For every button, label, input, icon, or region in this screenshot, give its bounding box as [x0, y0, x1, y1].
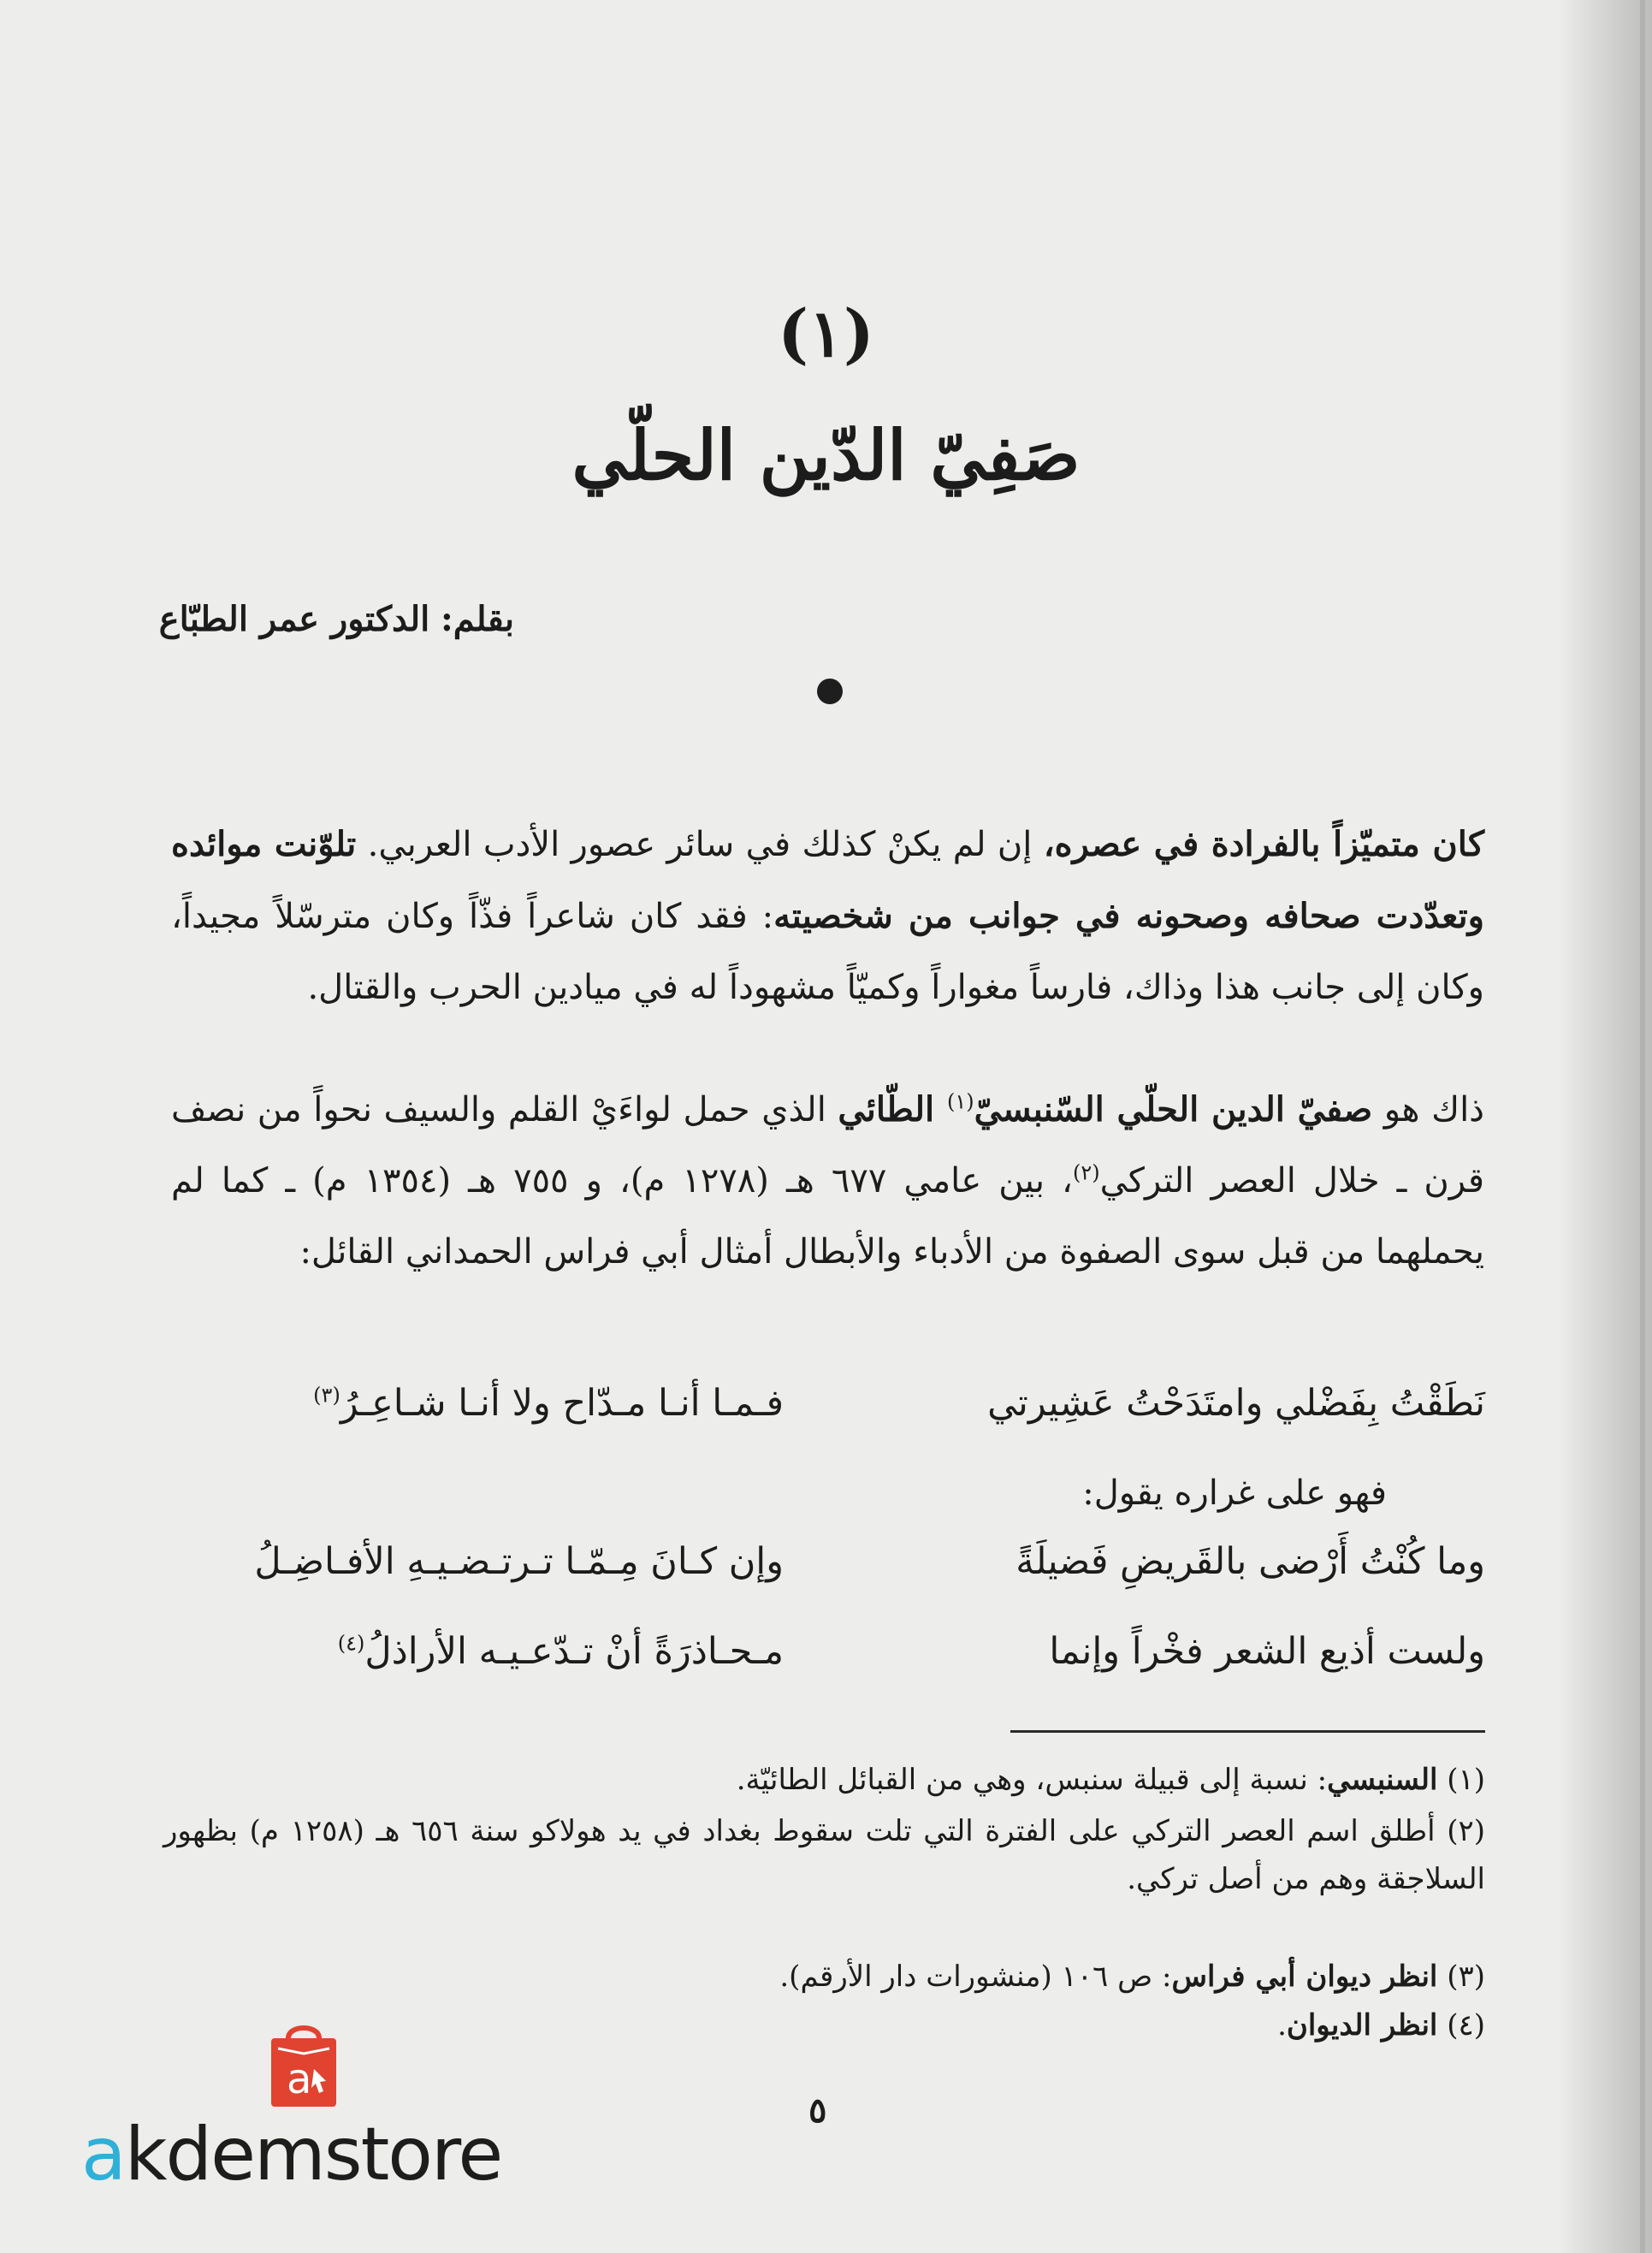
footnote-4-text: .	[1277, 2008, 1287, 2043]
paragraph-2-bold-2: الطّائي	[838, 1089, 947, 1129]
verse-1-hemistich-2-text: فـمـا أنـا مـدّاح ولا أنـا شـاعِـرُ	[340, 1382, 784, 1425]
verse-2-hemistich-2: وإن كـانَ مِـمّـا تـرتـضـيـهِ الأفـاضِـلُ	[254, 1540, 784, 1583]
verse-2-hemistich-1: وما كُنْتُ أَرْضى بالقَريضِ فَضيلَةً	[1015, 1540, 1485, 1583]
verse-intro: فهو على غراره يقول:	[1082, 1473, 1387, 1513]
paragraph-1	[171, 809, 1484, 1023]
page-number: ٥	[808, 2090, 827, 2131]
footnote-divider	[1010, 1730, 1485, 1733]
store-watermark-text	[81, 2112, 501, 2197]
verse-3-hemistich-2-text: مـحـاذرَةً أنْ تـدّعـيـه الأراذلُ	[364, 1630, 784, 1673]
verse-1-hemistich-2	[313, 1382, 784, 1425]
store-watermark-logo	[81, 2019, 526, 2225]
footnote-ref-4[interactable]: (٤)	[337, 1631, 365, 1656]
verse-3-hemistich-1: ولست أذيع الشعر فخْراً وإنما	[1049, 1630, 1485, 1673]
footnote-1-text: : نسبة إلى قبيلة سنبس، وهي من القبائل الطائيّة.	[736, 1763, 1328, 1797]
footnote-1-bold: السنبسي	[1327, 1763, 1438, 1797]
paragraph-1-bold-1: كان متميّزاً بالفرادة في عصره،	[1043, 824, 1484, 864]
byline-label: بقلم:	[441, 599, 514, 639]
footnote-ref-1[interactable]: (١)	[946, 1089, 974, 1114]
paragraph-1-text-1: إن لم يكنْ كذلك في سائر عصور الأدب العربي.	[356, 825, 1044, 864]
footnote-1	[163, 1756, 1485, 1804]
svg-text:a: a	[287, 2055, 312, 2103]
store-watermark-rest: kdemstore	[124, 2112, 502, 2197]
footnote-4-bold: انظر الديوان	[1286, 2008, 1438, 2043]
store-watermark-accent: a	[81, 2112, 125, 2197]
chapter-title: صَفِيّ الدّين الحلّي	[571, 415, 1081, 495]
footnote-4-number: (٤)	[1447, 2008, 1485, 2043]
footnote-3-bold: انظر ديوان أبي فراس	[1171, 1960, 1438, 1994]
paragraph-1-bold-2: تلوّنت موائده وتعدّدت صحافه وصحونه في جوانب من شخصيته	[171, 824, 1484, 936]
paragraph-1-text-2: : فقد كان شاعراً فذّاً وكان مترسّلاً مجيداً، وكان إلى جانب هذا وذاك، فارساً مغواراً وكميّاً مشهوداً له في ميادين الحرب والقتال.	[171, 897, 1484, 1007]
paragraph-2	[171, 1074, 1484, 1288]
paragraph-2-text-1: ذاك هو	[1372, 1090, 1484, 1129]
footnote-ref-2[interactable]: (٢)	[1072, 1160, 1100, 1185]
footnote-ref-3[interactable]: (٣)	[313, 1383, 340, 1408]
footnote-2-text: أطلق اسم العصر التركي على الفترة التي تلت سقوط بغداد في يد هولاكو سنة ٦٥٦ هـ (١٢٥٨ م) بظهور السلاجقة وهم من أصل تركي.	[163, 1814, 1485, 1896]
footnote-3	[163, 1953, 1485, 2001]
paragraph-2-bold-1: صفيّ الدين الحلّي السّنبسيّ	[974, 1089, 1373, 1129]
book-bag-icon	[252, 2019, 355, 2114]
verse-3-hemistich-2	[338, 1630, 784, 1673]
chapter-number: (١)	[778, 295, 874, 371]
footnote-1-number: (١)	[1447, 1763, 1485, 1797]
paragraph-2-text-3: ، بين عامي ٦٧٧ هـ (١٢٧٨ م)، و ٧٥٥ هـ (١٣٥٤ م) ـ كما لم يحملهما من قبل سوى الصفوة من الأدباء والأبطال أمثال أبي فراس الحمداني القائل:	[171, 1161, 1484, 1272]
paragraph-2-text-2: الذي حمل لواءَيْ القلم والسيف نحواً من نصف قرن ـ خلال العصر التركي	[171, 1090, 1484, 1201]
footnote-3-text: : ص ١٠٦ (منشورات دار الأرقم).	[779, 1960, 1172, 1994]
section-bullet-icon	[817, 679, 843, 704]
footnote-2-number: (٢)	[1447, 1814, 1486, 1848]
byline	[159, 599, 514, 639]
verse-1-hemistich-1: نَطَقْتُ بِفَضْلي وامتَدَحْتُ عَشِيرتي	[987, 1382, 1485, 1425]
footnote-2	[163, 1807, 1485, 1903]
footnote-3-number: (٣)	[1447, 1960, 1485, 1994]
byline-author: الدكتور عمر الطبّاع	[158, 599, 430, 639]
